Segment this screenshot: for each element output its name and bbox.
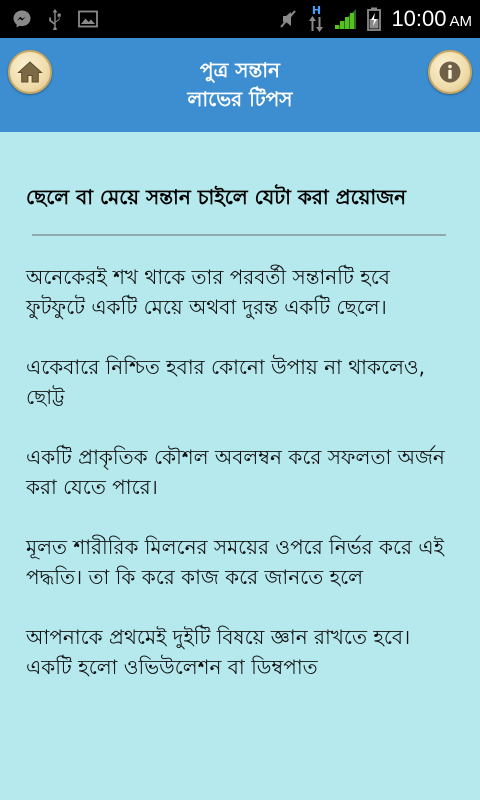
article-paragraph: মূলত শারীরিক মিলনের সময়ের ওপরে নির্ভর করে এই পদ্ধতি। তা কি করে কাজ করে জানতে হলে xyxy=(26,535,444,589)
image-icon xyxy=(78,10,98,28)
status-bar xyxy=(0,0,480,38)
battery-charging-icon xyxy=(367,7,381,31)
status-left-icons xyxy=(12,8,98,30)
article-paragraph: আপনাকে প্রথমেই দুইটি বিষয়ে জ্ঞান রাখতে হবে। একটি হলো ওভিউলেশন বা ডিম্বপাত xyxy=(26,625,411,679)
clock-time: 10:00 xyxy=(391,6,447,31)
article-paragraph: অনেকেরই শখ থাকে তার পরবর্তী সন্তানটি হবে ফুটফুটে একটি মেয়ে অথবা দুরন্ত একটি ছেলে। xyxy=(26,265,390,319)
clock-ampm: AM xyxy=(449,13,472,30)
messenger-icon xyxy=(12,9,32,29)
page-title-line1: পুত্র সন্তান xyxy=(200,58,280,82)
app-header xyxy=(0,38,480,132)
article-content xyxy=(0,132,480,800)
article-paragraph: একেবারে নিশ্চিত হবার কোনো উপায় না থাকলেও, ছোট্ট xyxy=(26,355,425,409)
data-arrows-icon xyxy=(309,6,323,32)
status-clock xyxy=(391,6,472,32)
usb-icon xyxy=(48,8,62,30)
page-title-line2: লাভের টিপস xyxy=(187,87,293,111)
page-title xyxy=(90,56,390,114)
network-type-label: H xyxy=(311,4,322,17)
heading-divider xyxy=(32,234,446,236)
article-heading: ছেলে বা মেয়ে সন্তান চাইলে যেটা করা প্রয়োজন xyxy=(26,185,407,209)
status-right-icons xyxy=(277,6,472,32)
signal-icon xyxy=(333,8,357,30)
article-paragraph: একটি প্রাকৃতিক কৌশল অবলম্বন করে সফলতা অর্জন করা যেতে পারে। xyxy=(26,445,445,499)
mute-icon xyxy=(277,8,299,30)
info-button[interactable] xyxy=(428,50,472,94)
home-icon xyxy=(17,60,43,84)
info-icon xyxy=(438,60,462,84)
home-button[interactable] xyxy=(8,50,52,94)
